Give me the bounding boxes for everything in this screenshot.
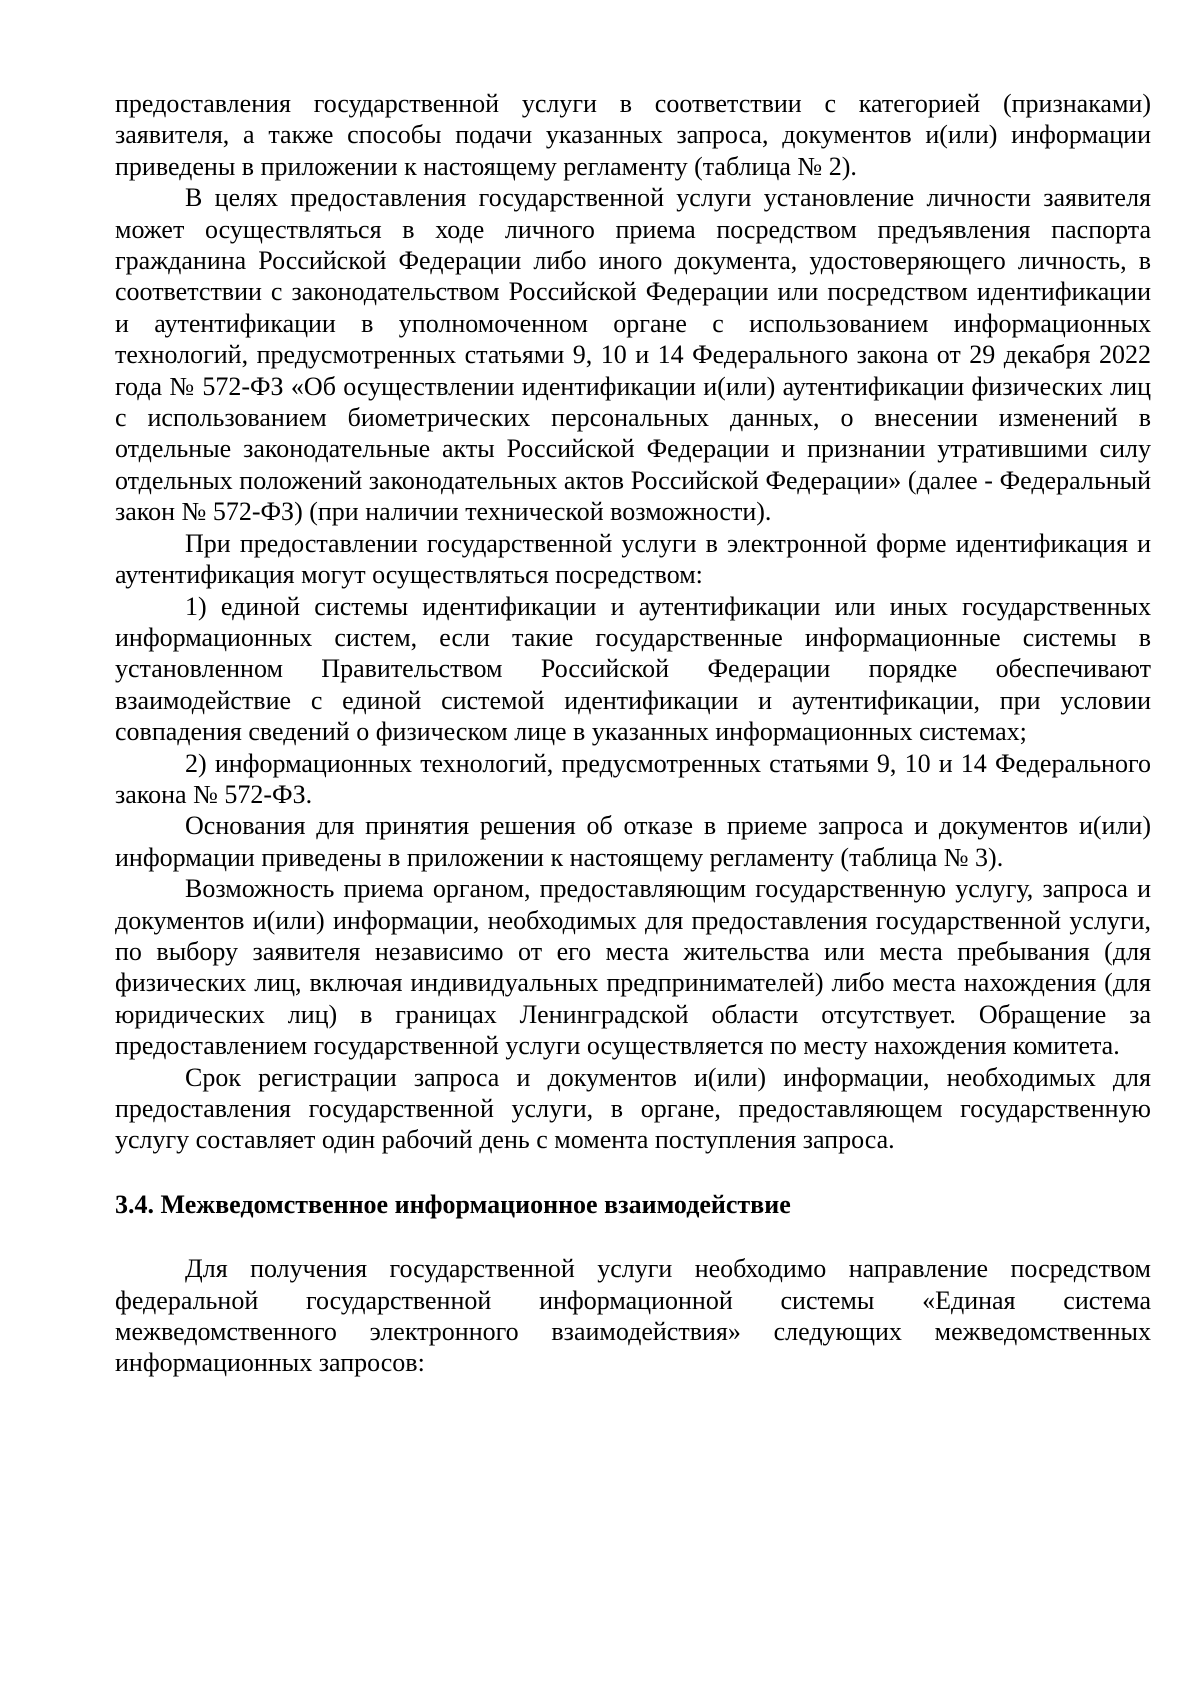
list-item-2: 2) информационных технологий, предусмотренных статьями 9, 10 и 14 Федерального закона № 572-ФЗ.	[115, 748, 1151, 809]
document-page	[115, 88, 1151, 1379]
section-heading: 3.4. Межведомственное информационное взаимодействие	[115, 1189, 791, 1219]
paragraph-refusal-grounds: Основания для принятия решения об отказе в приеме запроса и документов и(или) информации приведены в приложении к настоящему регламенту (таблица № 3).	[115, 811, 1151, 872]
paragraph-continuation: предоставления государственной услуги в соответствии с категорией (признаками) заявителя, а также способы подачи указанных запроса, документов и(или) информации приведены в приложении к настоящему регламенту (таблица № 2).	[115, 89, 1151, 181]
paragraph-extraterritorial: Возможность приема органом, предоставляющим государственную услугу, запроса и документов и(или) информации, необходимых для предоставления государственной услуги, по выбору заявителя независимо от его места жительства или места пребывания (для физических лиц, включая индивидуальных предпринимателей) либо места нахождения (для юридических лиц) в границах Ленинградской области отсутствует. Обращение за предоставлением государственной услуги осуществляется по месту нахождения комитета.	[115, 874, 1151, 1061]
paragraph-identity-verification: В целях предоставления государственной услуги установление личности заявителя может осуществляться в ходе личного приема посредством предъявления паспорта гражданина Российской Федерации либо иного документа, удостоверяющего личность, в соответствии с законодательством Российской Федерации или посредством идентификации и аутентификации в уполномоченном органе с использованием информационных технологий, предусмотренных статьями 9, 10 и 14 Федерального закона от 29 декабря 2022 года № 572-ФЗ «Об осуществлении идентификации и(или) аутентификации физических лиц с использованием биометрических персональных данных, о внесении изменений в отдельные законодательные акты Российской Федерации и признании утратившими силу отдельных положений законодательных актов Российской Федерации» (далее - Федеральный закон № 572-ФЗ) (при наличии технической возможности).	[115, 183, 1151, 527]
paragraph-interagency-requests: Для получения государственной услуги необходимо направление посредством федеральной государственной информационной системы «Единая система межведомственного электронного взаимодействия» следующих межведомственных информационных запросов:	[115, 1254, 1151, 1378]
paragraph-registration-term: Срок регистрации запроса и документов и(или) информации, необходимых для предоставления государственной услуги, в органе, предоставляющем государственную услугу составляет один рабочий день с момента поступления запроса.	[115, 1062, 1151, 1155]
paragraph-electronic-form: При предоставлении государственной услуги в электронной форме идентификация и аутентификация могут осуществляться посредством:	[115, 528, 1151, 590]
list-item-1: 1) единой системы идентификации и аутентификации или иных государственных информационных систем, если такие государственные информационные системы в установленном Правительством Российской Федерации порядке обеспечивают взаимодействие с единой системой идентификации и аутентификации, при условии совпадения сведений о физическом лице в указанных информационных системах;	[115, 591, 1151, 747]
